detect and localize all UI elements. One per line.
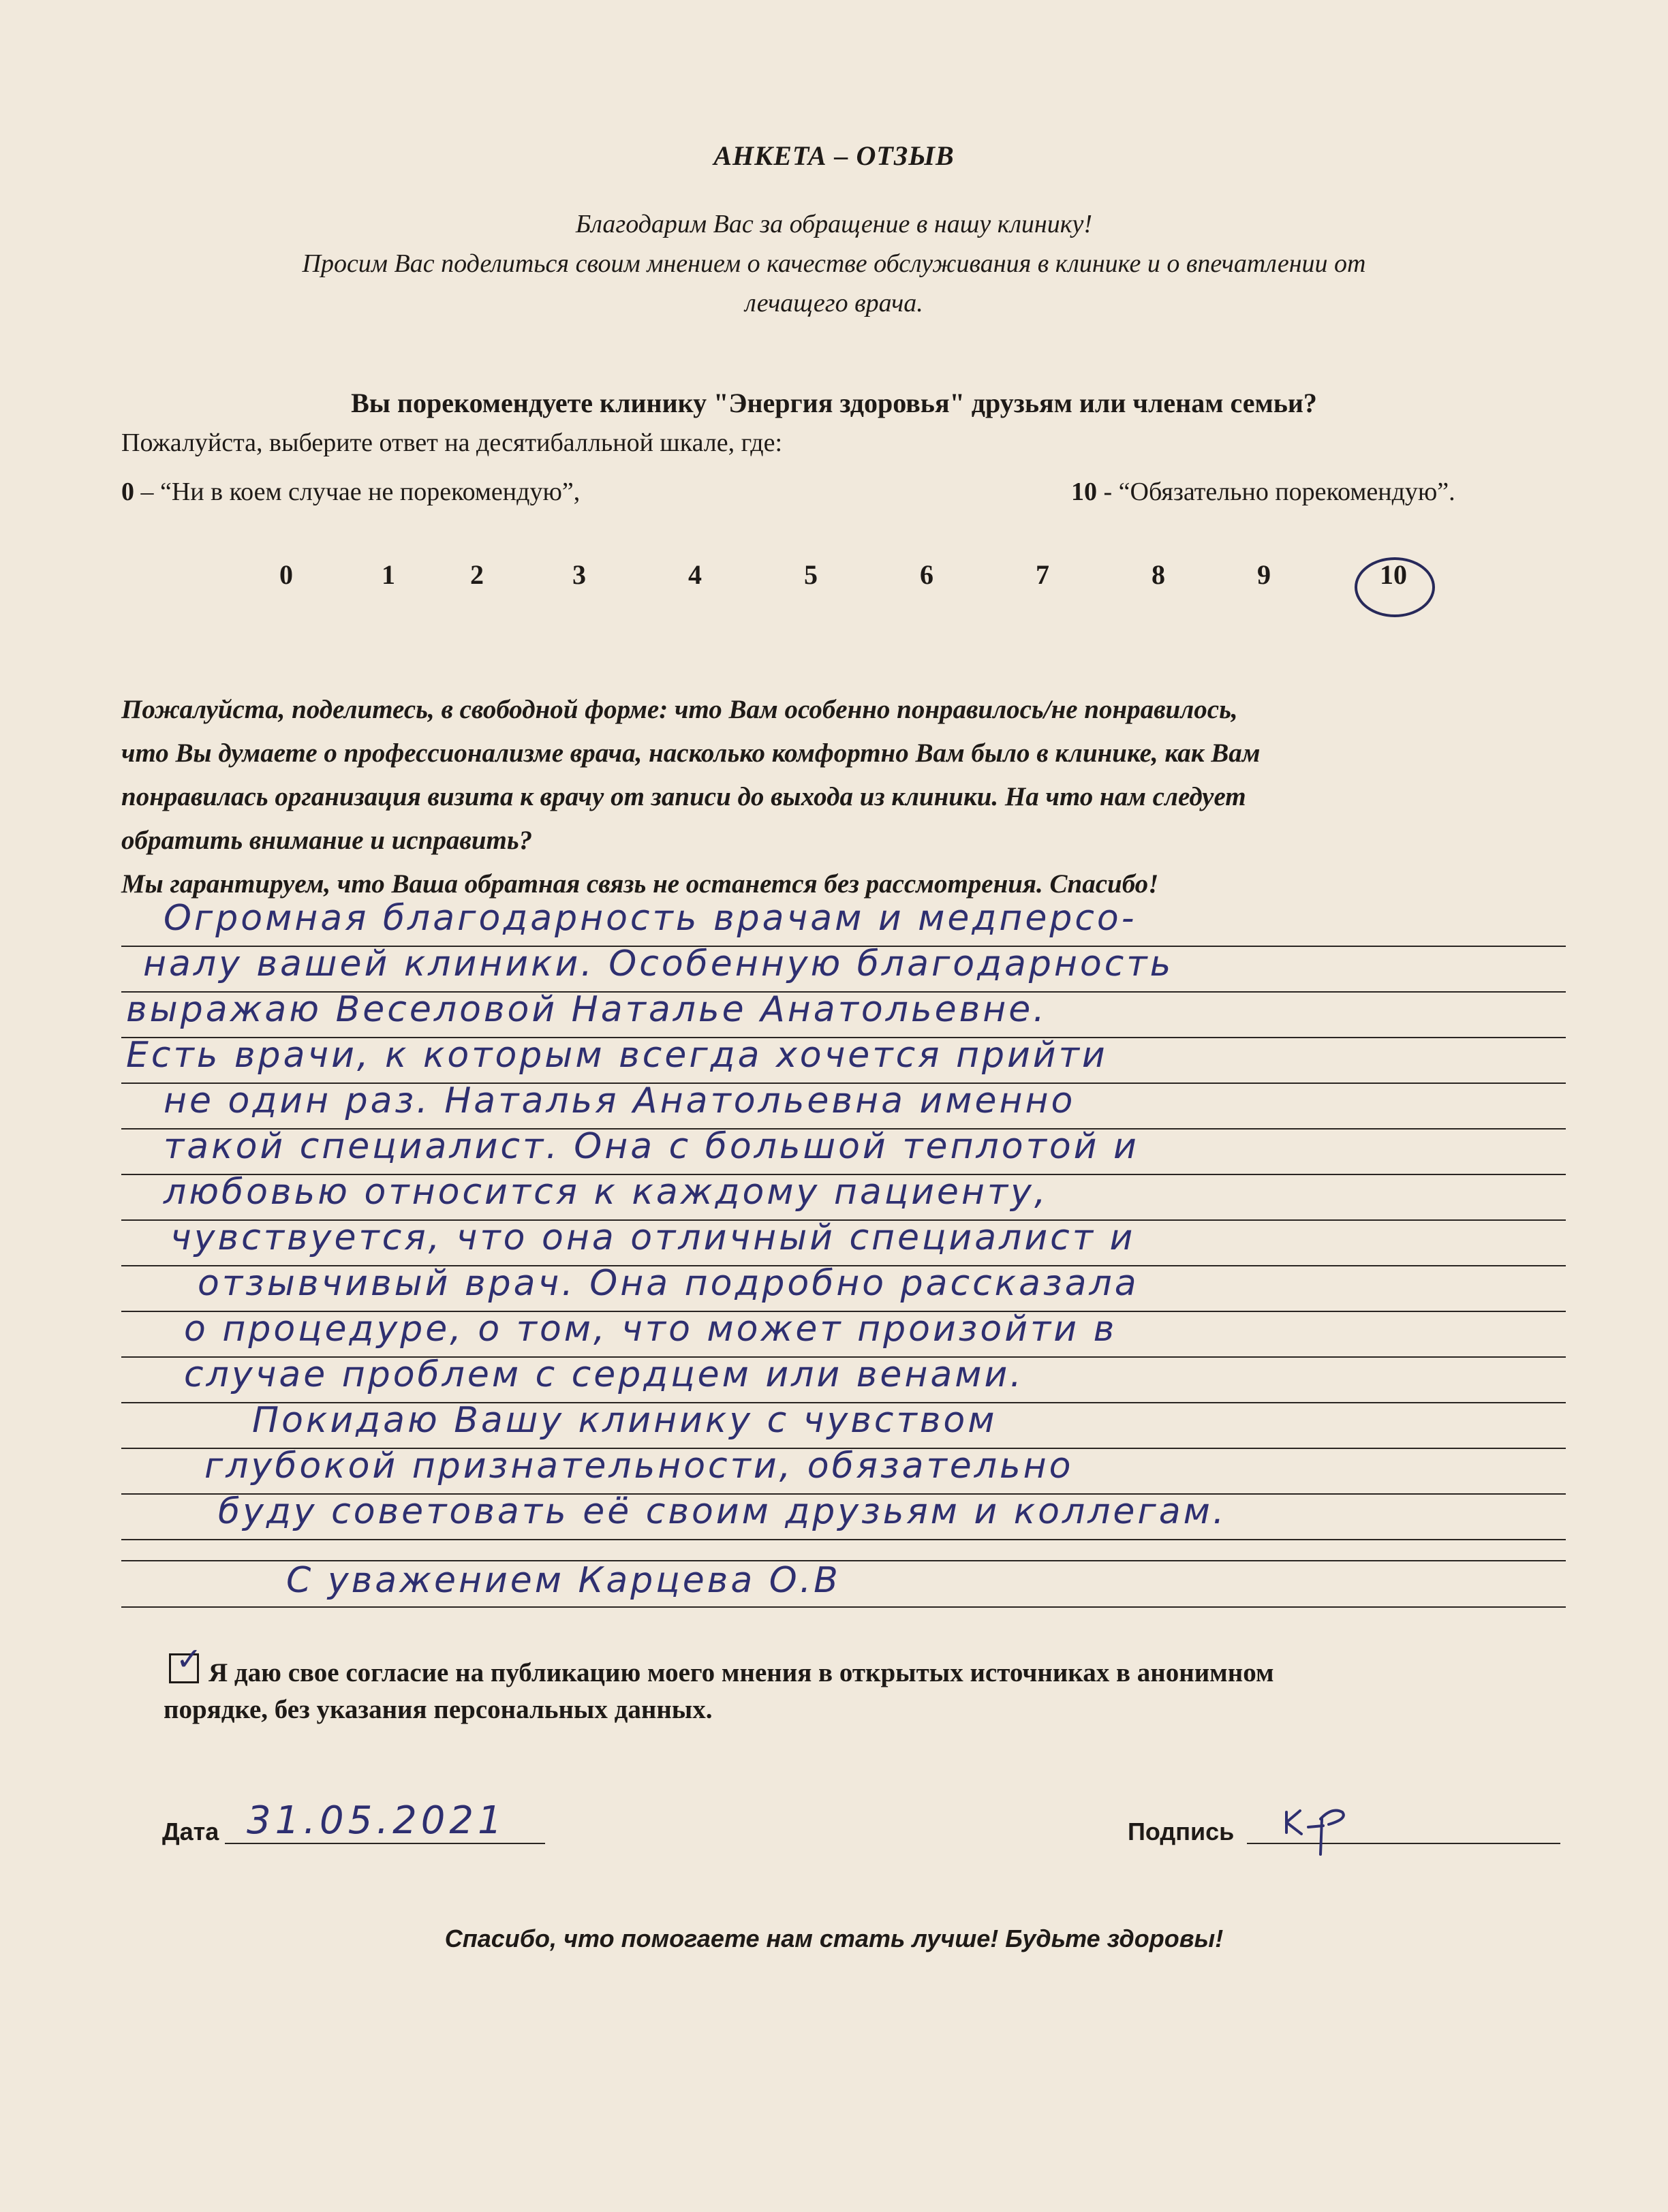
- date-field[interactable]: [225, 1843, 545, 1844]
- handwritten-line: налу вашей клиники. Особенную благодарность: [143, 944, 1174, 984]
- intro-text: [123, 204, 1545, 323]
- handwritten-line: Покидаю Вашу клинику с чувством: [252, 1400, 998, 1441]
- prompt-line: Мы гарантируем, что Ваша обратная связь не останется без рассмотрения. Спасибо!: [121, 869, 1159, 899]
- prompt-line: понравилась организация визита к врачу от записи до выхода из клиники. На что нам следует: [121, 782, 1246, 811]
- prompt-line: что Вы думаете о профессионализме врача, насколько комфортно Вам было в клинике, как Вам: [121, 738, 1261, 768]
- handwritten-signature: [1281, 1792, 1376, 1860]
- scale-min-description: [121, 477, 580, 507]
- scale-max-text: - “Обязательно порекомендую”.: [1097, 478, 1455, 506]
- handwritten-line: глубокой признательности, обязательно: [204, 1446, 1074, 1486]
- scale-option-3[interactable]: 3: [572, 559, 586, 590]
- footer-thanks: Спасибо, что помогаете нам стать лучше! Будьте здоровы!: [444, 1925, 1224, 1952]
- intro-line: Просим Вас поделиться своим мнением о качестве обслуживания в клинике и о впечатлении от: [302, 249, 1366, 278]
- scale-option-2[interactable]: 2: [470, 559, 484, 590]
- scale-option-1[interactable]: 1: [382, 559, 395, 590]
- scale-option-0[interactable]: 0: [279, 559, 293, 590]
- consent-text-continued: порядке, без указания персональных данных.: [164, 1695, 713, 1724]
- scale-max-number: 10: [1071, 478, 1097, 506]
- handwritten-line: такой специалист. Она с большой теплотой и: [164, 1126, 1139, 1167]
- handwritten-line: отзывчивый врач. Она подробно рассказала: [198, 1263, 1139, 1304]
- intro-line: лечащего врача.: [745, 289, 923, 317]
- handwritten-line: не один раз. Наталья Анатольевна именно: [164, 1080, 1076, 1121]
- scale-option-10[interactable]: 10: [1380, 559, 1407, 590]
- recommend-question: Вы порекомендуете клинику "Энергия здоровья" друзьям или членам семьи?: [351, 388, 1317, 418]
- handwritten-line: буду советовать её своим друзьям и коллегам.: [218, 1491, 1227, 1532]
- signature-label: Подпись: [1128, 1818, 1235, 1845]
- scale-option-4[interactable]: 4: [688, 559, 702, 590]
- handwritten-line: Огромная благодарность врачам и медперсо-: [164, 898, 1137, 939]
- ruled-line: [121, 1606, 1566, 1608]
- scale-option-8[interactable]: 8: [1152, 559, 1165, 590]
- handwritten-line: Есть врачи, к которым всегда хочется прийти: [126, 1035, 1108, 1076]
- prompt-line: Пожалуйста, поделитесь, в свободной форме: что Вам особенно понравилось/не понравилось,: [121, 695, 1238, 724]
- handwritten-line: чувствуется, что она отличный специалист и: [170, 1217, 1136, 1258]
- consent-text: Я даю свое согласие на публикацию моего мнения в открытых источниках в анонимном: [208, 1658, 1274, 1687]
- handwritten-line: случае проблем с сердцем или венами.: [184, 1354, 1024, 1395]
- date-label: Дата: [162, 1818, 219, 1845]
- date-value: 31.05.2021: [247, 1798, 506, 1843]
- selected-score-circle: [1355, 557, 1435, 617]
- scale-option-6[interactable]: 6: [920, 559, 933, 590]
- prompt-line: обратить внимание и исправить?: [121, 826, 533, 855]
- handwritten-line: о процедуре, о том, что может произойти в: [184, 1309, 1117, 1350]
- handwritten-signoff: С уважением Карцева О.В: [286, 1560, 841, 1601]
- scale-instruction: Пожалуйста, выберите ответ на десятибалльной шкале, где:: [121, 429, 783, 457]
- scale-min-number: 0: [121, 478, 134, 506]
- scale-option-5[interactable]: 5: [804, 559, 818, 590]
- scale-min-text: – “Ни в коем случае не порекомендую”,: [134, 478, 581, 506]
- form-title: АНКЕТА – ОТЗЫВ: [713, 140, 955, 171]
- scale-option-9[interactable]: 9: [1257, 559, 1271, 590]
- handwritten-line: любовью относится к каждому пациенту,: [164, 1172, 1049, 1213]
- checkmark-icon: ✓: [176, 1640, 202, 1677]
- feedback-prompt: [121, 688, 1552, 906]
- scale-max-description: [1071, 477, 1455, 507]
- intro-line: Благодарим Вас за обращение в нашу клинику!: [575, 210, 1093, 238]
- handwritten-line: выражаю Веселовой Наталье Анатольевне.: [126, 989, 1047, 1030]
- scale-option-7[interactable]: 7: [1036, 559, 1049, 590]
- ruled-line: [121, 1539, 1566, 1540]
